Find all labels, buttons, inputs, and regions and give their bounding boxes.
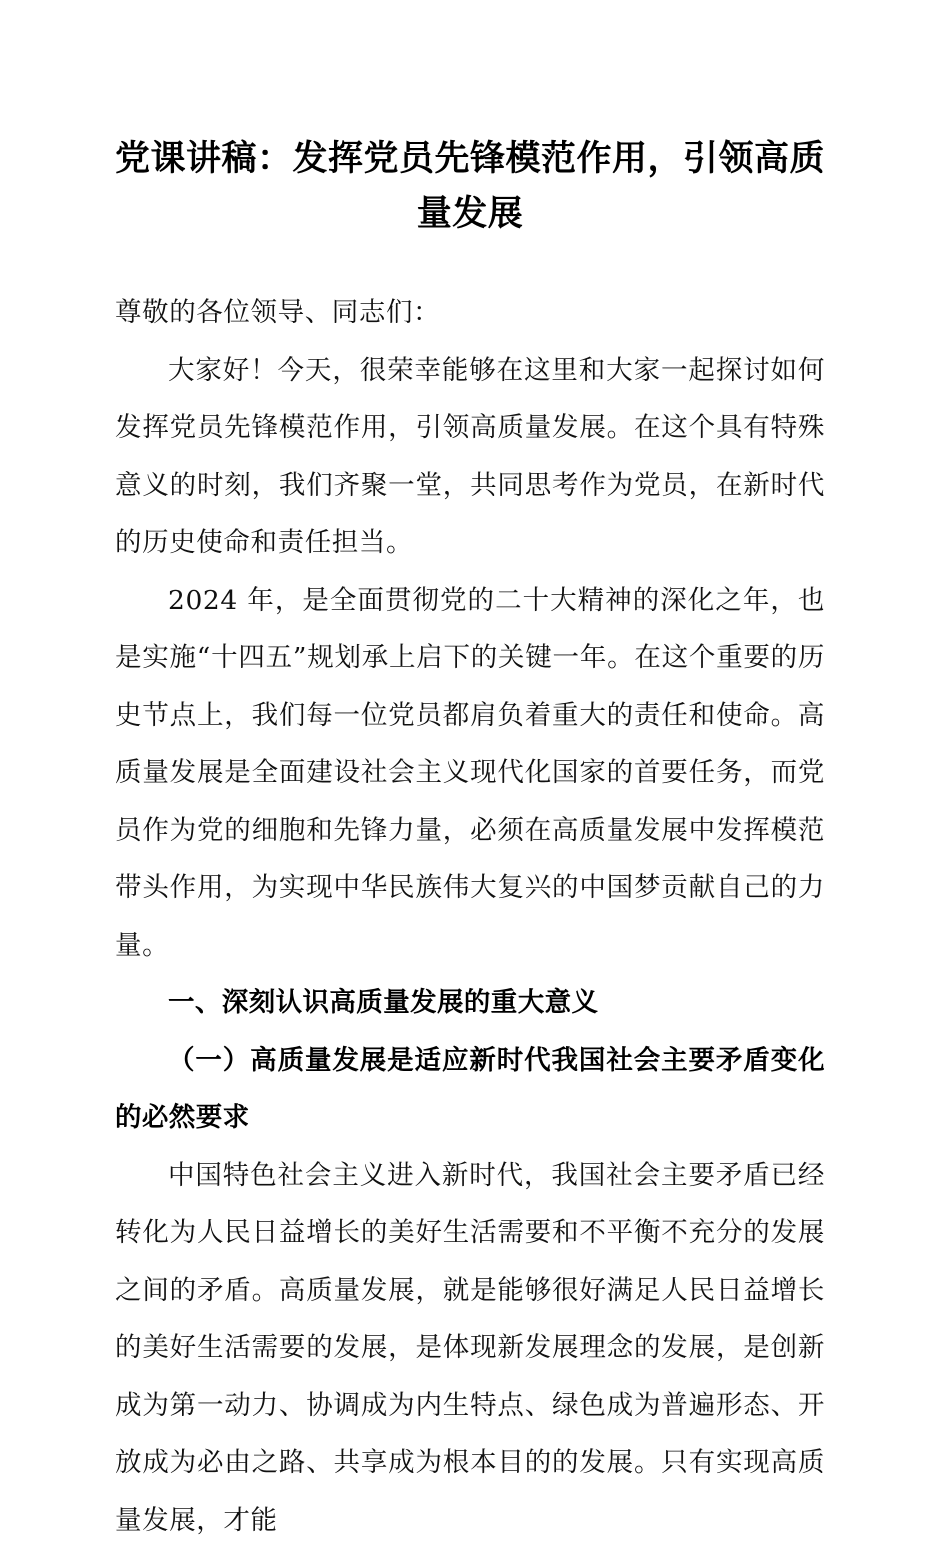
heading-section-one: 一、深刻认识高质量发展的重大意义 [115, 974, 825, 1032]
heading-subsection-one: （一）高质量发展是适应新时代我国社会主要矛盾变化的必然要求 [115, 1032, 825, 1147]
salutation-line: 尊敬的各位领导、同志们： [115, 284, 825, 342]
document-body [115, 284, 825, 1549]
page-title: 党课讲稿：发挥党员先锋模范作用，引领高质量发展 [115, 0, 825, 241]
paragraph-2024-context: 2024 年，是全面贯彻党的二十大精神的深化之年，也是实施“十四五”规划承上启下的关键一年。在这个重要的历史节点上，我们每一位党员都肩负着重大的责任和使命。高质量发展是全面建设社会主义现代化国家的首要任务，而党员作为党的细胞和先锋力量，必须在高质量发展中发挥模范带头作用，为实现中华民族伟大复兴的中国梦贡献自己的力量。 [115, 572, 825, 975]
paragraph-opening-greeting: 大家好！今天，很荣幸能够在这里和大家一起探讨如何发挥党员先锋模范作用，引领高质量发展。在这个具有特殊意义的时刻，我们齐聚一堂，共同思考作为党员，在新时代的历史使命和责任担当。 [115, 342, 825, 572]
paragraph-principal-contradiction: 中国特色社会主义进入新时代，我国社会主要矛盾已经转化为人民日益增长的美好生活需要和不平衡不充分的发展之间的矛盾。高质量发展，就是能够很好满足人民日益增长的美好生活需要的发展，是体现新发展理念的发展，是创新成为第一动力、协调成为内生特点、绿色成为普遍形态、开放成为必由之路、共享成为根本目的的发展。只有实现高质量发展，才能 [115, 1147, 825, 1549]
